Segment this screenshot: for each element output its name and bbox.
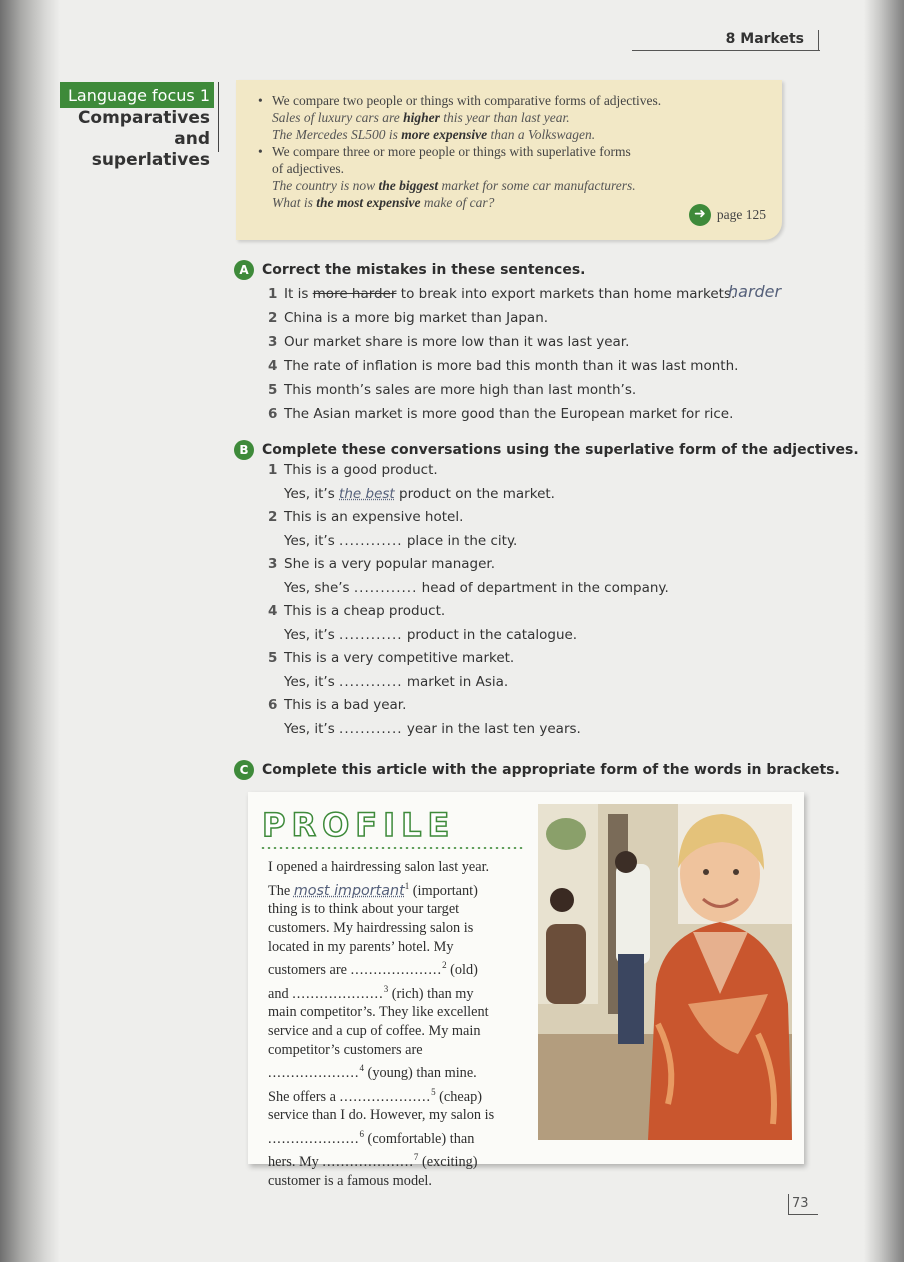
exercise-b-answer-line: Yes, she’s ............ head of department in the company.: [284, 580, 669, 596]
answer-blank-4[interactable]: ....................: [268, 1065, 360, 1082]
exercise-b-prompt: 3 She is a very popular manager.: [268, 556, 496, 572]
answer-blank-1[interactable]: most important: [293, 882, 405, 899]
exercise-b-answer-line: Yes, it’s ............ place in the city.: [284, 533, 518, 549]
exercise-a-item: 4 The rate of inflation is more bad this month than it was last month.: [268, 358, 739, 374]
exercise-a-item: 1 It is more harder to break into export markets than home markets.: [268, 286, 736, 302]
exercise-b-answer-line: Yes, it’s ............ market in Asia.: [284, 674, 509, 690]
answer-blank[interactable]: ............: [339, 627, 403, 643]
page-binding-shadow: [0, 0, 60, 1262]
exercise-b-prompt: 4 This is a cheap product.: [268, 603, 446, 619]
exercise-b-prompt: 5 This is a very competitive market.: [268, 650, 515, 666]
salon-owner-photo: [538, 804, 792, 1140]
exercise-c-instruction: Complete this article with the appropriate form of the words in brackets.: [262, 762, 840, 778]
answer-blank[interactable]: the best: [339, 486, 395, 502]
exercise-b-prompt: 6 This is a bad year.: [268, 697, 407, 713]
exercise-c-heading: [234, 760, 840, 780]
exercise-a-item: 2 China is a more big market than Japan.: [268, 310, 549, 326]
profile-article: [248, 792, 804, 1189]
answer-blank-5[interactable]: ....................: [339, 1088, 432, 1105]
title-line-2: superlatives: [91, 150, 210, 170]
letter-c-icon: C: [234, 760, 254, 780]
answer-blank[interactable]: ............: [339, 674, 403, 690]
grammar-rule-superlative: • We compare three or more people or things with superlative forms of adjectives.: [258, 143, 764, 177]
photo-illustration: [538, 804, 792, 1140]
answer-blank[interactable]: ............: [353, 580, 418, 596]
struck-out-words: more harder: [312, 286, 397, 302]
page-reference-link[interactable]: [689, 204, 766, 226]
exercise-b-prompt: 1 This is a good product.: [268, 462, 438, 478]
grammar-reference-box: [236, 80, 782, 240]
page-number: 73: [792, 1196, 809, 1211]
title-line-1: Comparatives and: [77, 108, 210, 149]
answer-blank-6[interactable]: ....................: [268, 1130, 360, 1147]
grammar-rule-comparative: • We compare two people or things with comparative forms of adjectives.: [258, 92, 764, 109]
answer-blank-7[interactable]: ....................: [322, 1154, 414, 1171]
letter-b-icon: B: [234, 440, 254, 460]
exercise-a-item: 6 The Asian market is more good than the European market for rice.: [268, 406, 734, 422]
exercise-a-heading: [234, 260, 585, 280]
exercise-a-instruction: Correct the mistakes in these sentences.: [262, 262, 586, 278]
page-number-rule: [788, 1194, 789, 1214]
exercise-b-answer-line: Yes, it’s ............ year in the last ten years.: [284, 721, 581, 737]
dotted-divider: [260, 846, 524, 850]
exercise-b-prompt: 2 This is an expensive hotel.: [268, 509, 464, 525]
exercise-a-item: 5 This month’s sales are more high than last month’s.: [268, 382, 637, 398]
grammar-example-1: Sales of luxury cars are higher this year than last year.: [272, 110, 570, 125]
grammar-example-3: The country is now the biggest market for some car manufacturers.: [272, 178, 636, 193]
header-divider: [818, 30, 819, 50]
arrow-right-icon: ➜: [689, 204, 711, 226]
exercise-b-answer-line: Yes, it’s ............ product in the catalogue.: [284, 627, 578, 643]
grammar-example-4: What is the most expensive make of car?: [272, 195, 495, 210]
title-divider: [218, 82, 219, 152]
language-focus-title: [60, 108, 210, 171]
exercise-b-answer-line: Yes, it’s the best product on the market.: [284, 486, 555, 502]
page-number-underline: [788, 1214, 818, 1215]
answer-blank-2[interactable]: ....................: [350, 962, 443, 979]
grammar-example-2: The Mercedes SL500 is more expensive than a Volkswagen.: [272, 127, 596, 142]
exercise-b-heading: [234, 440, 859, 460]
language-focus-badge: Language focus 1: [60, 82, 214, 108]
profile-text: I opened a hairdressing salon last year. The most important$^1$ (important) thing is to think about your target customers. My hairdressing salon is located in my parents’ hotel. My customers are ....................$^2$ (old) and ....................$^3$ (rich) than my main competitor’s. They like excellent service and a cup of coffee. My main competitor’s customers are ....................$^4$ (young) than mine. She offers a ....................$^5$ (cheap) service than I do. However, my salon is ....................$^6$ (comfortable) than hers. My ....................$^7$ (exciting) customer is a famous model.: [268, 859, 495, 1189]
handwritten-answer: harder: [728, 282, 782, 301]
answer-blank[interactable]: ............: [339, 533, 403, 549]
exercise-b-instruction: Complete these conversations using the superlative form of the adjectives.: [262, 442, 859, 458]
chapter-title: 8 Markets: [725, 31, 804, 47]
page-reference-label: page 125: [716, 207, 766, 222]
header-rule: [632, 50, 820, 51]
answer-blank-3[interactable]: ....................: [292, 985, 384, 1002]
answer-blank[interactable]: ............: [339, 721, 403, 737]
page-edge-shadow: [864, 0, 904, 1262]
exercise-a-item: 3 Our market share is more low than it was last year.: [268, 334, 630, 350]
profile-logo: PROFILE: [262, 806, 456, 844]
letter-a-icon: A: [234, 260, 254, 280]
